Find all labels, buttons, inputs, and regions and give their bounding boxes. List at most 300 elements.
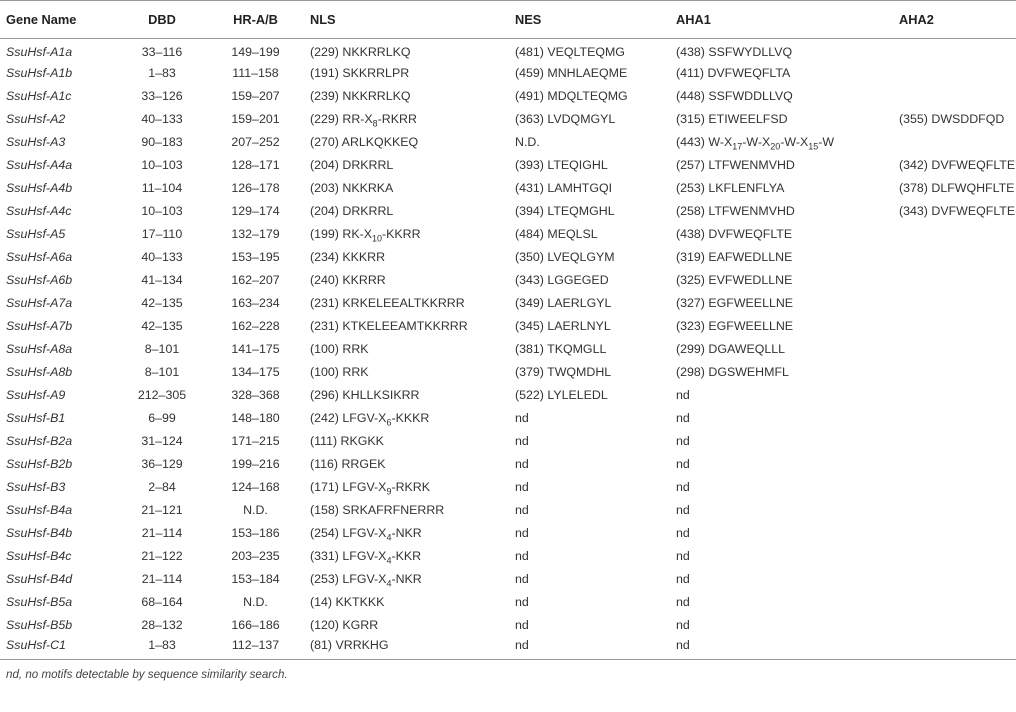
table-row [0, 62, 1016, 85]
cell-nls [304, 568, 509, 591]
cell-dbd: 28–132 [141, 618, 183, 632]
cell-aha1 [670, 292, 893, 315]
nls-subscript: 4 [386, 532, 392, 543]
table-footnote: nd, no motifs detectable by sequence similarity search. [6, 668, 288, 681]
aha1-text: nd [676, 480, 690, 494]
cell-hr-ab: 149–199 [231, 45, 280, 60]
table-row [0, 85, 1016, 108]
nls-subscript: 6 [386, 417, 392, 428]
cell-dbd: 21–122 [141, 549, 183, 563]
cell-hr-ab: 199–216 [231, 457, 280, 471]
cell-nls [304, 476, 509, 499]
cell-nls [304, 614, 509, 637]
cell-aha2 [893, 292, 1016, 315]
cell-gene-name: SsuHsf-A6b [6, 273, 73, 287]
aha1-text: (319) EAFWEDLLNE [676, 250, 793, 264]
aha1-text: (258) LTFWENMVHD [676, 204, 795, 218]
cell-nes: (394) LTEQMGHL [515, 204, 615, 218]
nls-text: (296) KHLLKSIKRR [310, 388, 420, 402]
cell-nes: (379) TWQMDHL [515, 365, 612, 379]
aha1-text: (438) DVFWEQFLTE [676, 227, 793, 241]
nls-text: (116) RRGEK [310, 457, 386, 471]
nls-text: (100) RRK [310, 365, 369, 379]
cell-gene-name: SsuHsf-B5a [6, 595, 73, 609]
cell-nls [304, 545, 509, 568]
nls-text: (111) RKGKK [310, 434, 384, 448]
aha1-subscript: 15 [808, 141, 819, 152]
aha1-subscript: 17 [732, 141, 743, 152]
table-row [0, 131, 1016, 154]
aha1-text-suffix: -W [818, 135, 835, 149]
nls-text-suffix: -NKR [391, 526, 422, 540]
cell-nls [304, 338, 509, 361]
cell-aha1 [670, 246, 893, 269]
cell-nes: nd [515, 434, 529, 448]
cell-gene-name: SsuHsf-A4a [6, 158, 73, 172]
table-row [0, 430, 1016, 453]
nls-text: (204) DRKRRL [310, 158, 394, 172]
aha1-text: (443) W-X [676, 135, 733, 149]
aha1-text: nd [676, 595, 690, 609]
nls-text-suffix: -RKRK [391, 480, 431, 494]
cell-aha1 [670, 499, 893, 522]
cell-gene-name: SsuHsf-A7a [6, 296, 73, 310]
cell-hr-ab: 141–175 [231, 342, 280, 356]
cell-aha1 [670, 131, 893, 154]
cell-gene-name: SsuHsf-A1c [6, 89, 72, 103]
cell-nls [304, 430, 509, 453]
cell-nls [304, 85, 509, 108]
cell-dbd: 21–114 [141, 526, 183, 540]
table-row [0, 384, 1016, 407]
cell-nls [304, 522, 509, 545]
cell-nls [304, 407, 509, 430]
cell-hr-ab: 171–215 [231, 434, 280, 448]
cell-nls [304, 453, 509, 476]
nls-text: (331) LFGV-X [310, 549, 387, 563]
aha1-text: (323) EGFWEELLNE [676, 319, 794, 333]
cell-gene-name: SsuHsf-B4b [6, 526, 73, 540]
cell-dbd: 36–129 [141, 457, 183, 471]
nls-text: (234) KKKRR [310, 250, 386, 264]
aha1-text: (438) SSFWYDLLVQ [676, 45, 793, 60]
cell-hr-ab: N.D. [243, 595, 268, 609]
cell-gene-name: SsuHsf-B4a [6, 503, 73, 517]
aha1-text: (327) EGFWEELLNE [676, 296, 794, 310]
cell-aha1 [670, 85, 893, 108]
cell-dbd: 33–126 [141, 89, 183, 103]
cell-gene-name: SsuHsf-A2 [6, 112, 66, 126]
cell-hr-ab: 153–186 [231, 526, 280, 540]
cell-hr-ab: 153–195 [231, 250, 280, 264]
cell-aha2 [893, 85, 1016, 108]
cell-hr-ab: 134–175 [231, 365, 280, 379]
cell-nls [304, 361, 509, 384]
cell-nes: (484) MEQLSL [515, 227, 598, 241]
cell-aha1 [670, 407, 893, 430]
cell-nes: (459) MNHLAEQME [515, 66, 628, 80]
table-row [0, 476, 1016, 499]
table-row [0, 522, 1016, 545]
cell-hr-ab: 207–252 [231, 135, 280, 149]
nls-text-suffix: -KKRR [382, 227, 421, 241]
cell-dbd: 8–101 [144, 342, 180, 356]
table-row [0, 499, 1016, 522]
cell-nes: nd [515, 457, 529, 471]
cell-aha2: (342) DVFWEQFLTE [899, 158, 1016, 172]
table-row [0, 568, 1016, 591]
aha1-text: (298) DGSWEHMFL [676, 365, 789, 379]
aha1-text: (299) DGAWEQLLL [676, 342, 786, 356]
table-row [0, 407, 1016, 430]
cell-dbd: 21–121 [141, 503, 183, 517]
cell-nes: nd [515, 526, 529, 540]
cell-gene-name: SsuHsf-A8b [6, 365, 73, 379]
nls-text: (229) RR-X [310, 112, 373, 126]
cell-gene-name: SsuHsf-A5 [6, 227, 66, 241]
table-row [0, 292, 1016, 315]
header-aha1: AHA1 [670, 1, 893, 39]
cell-nes: (431) LAMHTGQI [515, 181, 613, 195]
cell-aha2 [893, 39, 1016, 62]
aha1-text: (325) EVFWEDLLNE [676, 273, 793, 287]
cell-dbd: 40–133 [141, 112, 183, 126]
cell-nes: (363) LVDQMGYL [515, 112, 616, 126]
cell-aha2: (343) DVFWEQFLTE [899, 204, 1016, 218]
nls-text: (229) NKKRRLKQ [310, 45, 411, 60]
table-row [0, 315, 1016, 338]
cell-gene-name: SsuHsf-B3 [6, 480, 66, 494]
header-gene-name: Gene Name [0, 1, 117, 39]
cell-aha2 [893, 637, 1016, 660]
aha1-text: nd [676, 503, 690, 517]
cell-nls [304, 131, 509, 154]
cell-nes: (381) TKQMGLL [515, 342, 607, 356]
aha1-text: nd [676, 637, 690, 652]
cell-aha1 [670, 62, 893, 85]
cell-dbd: 68–164 [141, 595, 183, 609]
table-body [0, 39, 1016, 660]
cell-hr-ab: 148–180 [231, 411, 280, 425]
cell-nes: (491) MDQLTEQMG [515, 89, 628, 103]
table-header [0, 1, 1016, 39]
cell-nes: nd [515, 549, 529, 563]
nls-subscript: 10 [371, 233, 382, 244]
cell-nes: (393) LTEQIGHL [515, 158, 608, 172]
nls-text: (120) KGRR [310, 618, 379, 632]
cell-nls [304, 499, 509, 522]
aha1-text: nd [676, 457, 690, 471]
cell-aha1 [670, 338, 893, 361]
cell-hr-ab: 163–234 [231, 296, 280, 310]
aha1-text: nd [676, 526, 690, 540]
cell-dbd: 33–116 [141, 45, 183, 60]
cell-gene-name: SsuHsf-A4c [6, 204, 72, 218]
nls-subscript: 4 [386, 578, 392, 589]
cell-gene-name: SsuHsf-A1b [6, 66, 73, 80]
nls-text: (270) ARLKQKKEQ [310, 135, 419, 149]
nls-subscript: 4 [386, 555, 392, 566]
cell-gene-name: SsuHsf-B4c [6, 549, 72, 563]
cell-hr-ab: 328–368 [231, 388, 280, 402]
table-row [0, 108, 1016, 131]
cell-aha2 [893, 246, 1016, 269]
cell-dbd: 40–133 [141, 250, 183, 264]
nls-text: (239) NKKRRLKQ [310, 89, 411, 103]
cell-nls [304, 39, 509, 62]
cell-nes: nd [515, 595, 529, 609]
cell-dbd: 42–135 [141, 296, 183, 310]
cell-aha1 [670, 614, 893, 637]
table-row [0, 177, 1016, 200]
aha1-text: nd [676, 388, 690, 402]
cell-aha1 [670, 476, 893, 499]
cell-aha2 [893, 361, 1016, 384]
aha1-text: (257) LTFWENMVHD [676, 158, 795, 172]
header-row [0, 1, 1016, 39]
table-row [0, 361, 1016, 384]
nls-subscript: 8 [372, 118, 378, 129]
cell-aha2 [893, 131, 1016, 154]
nls-text: (100) RRK [310, 342, 369, 356]
cell-nls [304, 108, 509, 131]
table-row [0, 39, 1016, 62]
cell-aha2 [893, 315, 1016, 338]
cell-nls [304, 223, 509, 246]
cell-dbd: 31–124 [141, 434, 183, 448]
cell-nes: (343) LGGEGED [515, 273, 609, 287]
cell-aha2 [893, 338, 1016, 361]
cell-dbd: 11–104 [141, 181, 183, 195]
aha1-text: (448) SSFWDDLLVQ [676, 89, 793, 103]
cell-nes: nd [509, 637, 670, 660]
aha1-text-mid: -W-X [780, 135, 809, 149]
cell-aha1 [670, 269, 893, 292]
nls-text: (242) LFGV-X [310, 411, 387, 425]
cell-dbd: 42–135 [141, 319, 183, 333]
aha1-text: (411) DVFWEQFLTA [676, 66, 791, 80]
table-row [0, 637, 1016, 660]
cell-aha1 [670, 591, 893, 614]
cell-gene-name: SsuHsf-A6a [6, 250, 73, 264]
table-row [0, 223, 1016, 246]
nls-text: (240) KKRRR [310, 273, 386, 287]
cell-dbd: 17–110 [141, 227, 183, 241]
cell-aha2 [893, 384, 1016, 407]
cell-hr-ab: 128–171 [231, 158, 280, 172]
cell-aha1 [670, 522, 893, 545]
cell-dbd: 90–183 [141, 135, 183, 149]
cell-nes: (345) LAERLNYL [515, 319, 611, 333]
cell-aha2 [893, 269, 1016, 292]
cell-hr-ab: 203–235 [231, 549, 280, 563]
nls-text: (203) NKKRKA [310, 181, 394, 195]
cell-nes: N.D. [515, 135, 540, 149]
cell-hr-ab: 153–184 [231, 572, 280, 586]
cell-nes: nd [515, 618, 529, 632]
cell-gene-name: SsuHsf-B4d [6, 572, 73, 586]
cell-nls [304, 292, 509, 315]
cell-gene-name: SsuHsf-A9 [6, 388, 66, 402]
cell-aha2 [893, 453, 1016, 476]
cell-hr-ab: 111–158 [232, 66, 279, 80]
cell-aha2 [893, 568, 1016, 591]
header-nls: NLS [304, 1, 509, 39]
cell-dbd: 41–134 [141, 273, 183, 287]
cell-aha2 [893, 223, 1016, 246]
cell-gene-name: SsuHsf-A3 [6, 135, 66, 149]
cell-gene-name: SsuHsf-A8a [6, 342, 73, 356]
nls-text: (171) LFGV-X [310, 480, 387, 494]
cell-hr-ab: 162–228 [231, 319, 280, 333]
cell-nes: nd [515, 503, 529, 517]
header-nes: NES [509, 1, 670, 39]
cell-hr-ab: 112–137 [207, 637, 304, 660]
nls-text: (191) SKKRRLPR [310, 66, 410, 80]
table-row [0, 453, 1016, 476]
cell-hr-ab: N.D. [243, 503, 268, 517]
table-row [0, 591, 1016, 614]
cell-dbd: 1–83 [148, 66, 176, 80]
cell-gene-name: SsuHsf-B1 [6, 411, 66, 425]
aha1-text: (253) LKFLENFLYA [676, 181, 785, 195]
cell-nls [304, 154, 509, 177]
nls-text: (158) SRKAFRFNERRR [310, 503, 445, 517]
cell-hr-ab: 159–207 [231, 89, 280, 103]
cell-aha2 [893, 407, 1016, 430]
nls-text-suffix: -KKR [391, 549, 422, 563]
cell-aha2: (355) DWSDDFQD [899, 112, 1005, 126]
cell-hr-ab: 126–178 [231, 181, 280, 195]
cell-aha2 [893, 591, 1016, 614]
cell-aha1 [670, 430, 893, 453]
nls-text: (254) LFGV-X [310, 526, 387, 540]
nls-text-suffix: -RKRR [377, 112, 417, 126]
cell-nes: (481) VEQLTEQMG [515, 45, 625, 60]
cell-nls [304, 315, 509, 338]
cell-dbd: 2–84 [148, 480, 176, 494]
cell-nes: (349) LAERLGYL [515, 296, 612, 310]
cell-nls [304, 269, 509, 292]
cell-aha2 [893, 614, 1016, 637]
cell-hr-ab: 124–168 [231, 480, 280, 494]
cell-nes: (350) LVEQLGYM [515, 250, 615, 264]
cell-aha2 [893, 545, 1016, 568]
header-hr-ab: HR-A/B [207, 1, 304, 39]
cell-dbd: 1–83 [117, 637, 207, 660]
table-row [0, 200, 1016, 223]
nls-text: (253) LFGV-X [310, 572, 387, 586]
nls-text-suffix: -NKR [391, 572, 422, 586]
nls-text: (231) KRKELEEALTKKRRR [310, 296, 465, 310]
aha1-text-mid: -W-X [742, 135, 771, 149]
header-dbd: DBD [117, 1, 207, 39]
cell-hr-ab: 132–179 [231, 227, 280, 241]
cell-gene-name: SsuHsf-A7b [6, 319, 73, 333]
cell-hr-ab: 129–174 [231, 204, 280, 218]
cell-aha2 [893, 522, 1016, 545]
table-row [0, 545, 1016, 568]
cell-nls [304, 200, 509, 223]
cell-aha1 [670, 361, 893, 384]
cell-gene-name: SsuHsf-B5b [6, 618, 73, 632]
aha1-text: nd [676, 618, 690, 632]
cell-dbd: 21–114 [141, 572, 183, 586]
cell-gene-name: SsuHsf-B2a [6, 434, 73, 448]
cell-dbd: 10–103 [141, 204, 183, 218]
cell-nls [304, 591, 509, 614]
cell-aha1 [670, 108, 893, 131]
cell-aha1 [670, 568, 893, 591]
cell-nes: (522) LYLELEDL [515, 388, 608, 402]
cell-nes: nd [515, 411, 529, 425]
aha1-text: nd [676, 411, 690, 425]
nls-text: (199) RK-X [310, 227, 372, 241]
cell-aha1 [670, 315, 893, 338]
cell-nls [304, 177, 509, 200]
aha1-text: nd [676, 549, 690, 563]
cell-nes: nd [515, 480, 529, 494]
cell-gene-name: SsuHsf-B2b [6, 457, 73, 471]
nls-subscript: 9 [386, 486, 392, 497]
cell-gene-name: SsuHsf-A1a [6, 45, 73, 60]
cell-aha2 [893, 499, 1016, 522]
cell-dbd: 8–101 [144, 365, 180, 379]
cell-hr-ab: 162–207 [231, 273, 280, 287]
cell-aha1 [670, 223, 893, 246]
cell-aha1 [670, 453, 893, 476]
aha1-text: (315) ETIWEELFSD [676, 112, 788, 126]
nls-text-suffix: -KKKR [391, 411, 430, 425]
cell-aha1 [670, 154, 893, 177]
table-row [0, 338, 1016, 361]
cell-aha1 [670, 39, 893, 62]
table-row [0, 614, 1016, 637]
cell-nls [304, 384, 509, 407]
cell-nls [304, 637, 509, 660]
cell-dbd: 212–305 [137, 388, 187, 402]
cell-hr-ab: 159–201 [231, 112, 280, 126]
cell-gene-name: SsuHsf-A4b [6, 181, 73, 195]
cell-aha2: (378) DLFWQHFLTE [899, 181, 1015, 195]
cell-aha1 [670, 545, 893, 568]
cell-aha2 [893, 62, 1016, 85]
cell-dbd: 6–99 [148, 411, 176, 425]
header-aha2: AHA2 [893, 1, 1016, 39]
table-row [0, 269, 1016, 292]
cell-aha1 [670, 637, 893, 660]
cell-hr-ab: 166–186 [231, 618, 280, 632]
nls-text: (204) DRKRRL [310, 204, 394, 218]
aha1-text: nd [676, 434, 690, 448]
cell-nls [304, 246, 509, 269]
cell-aha1 [670, 200, 893, 223]
aha1-text: nd [676, 572, 690, 586]
nls-text: (81) VRRKHG [310, 637, 389, 652]
cell-gene-name: SsuHsf-C1 [0, 637, 117, 660]
cell-aha2 [893, 476, 1016, 499]
cell-aha1 [670, 384, 893, 407]
cell-nls [304, 62, 509, 85]
cell-dbd: 10–103 [141, 158, 183, 172]
table-row [0, 154, 1016, 177]
nls-text: (14) KKTKKK [310, 595, 385, 609]
cell-nes: nd [515, 572, 529, 586]
cell-aha2 [893, 430, 1016, 453]
nls-text: (231) KTKELEEAMTKKRRR [310, 319, 468, 333]
aha1-subscript: 20 [770, 141, 781, 152]
cell-aha1 [670, 177, 893, 200]
